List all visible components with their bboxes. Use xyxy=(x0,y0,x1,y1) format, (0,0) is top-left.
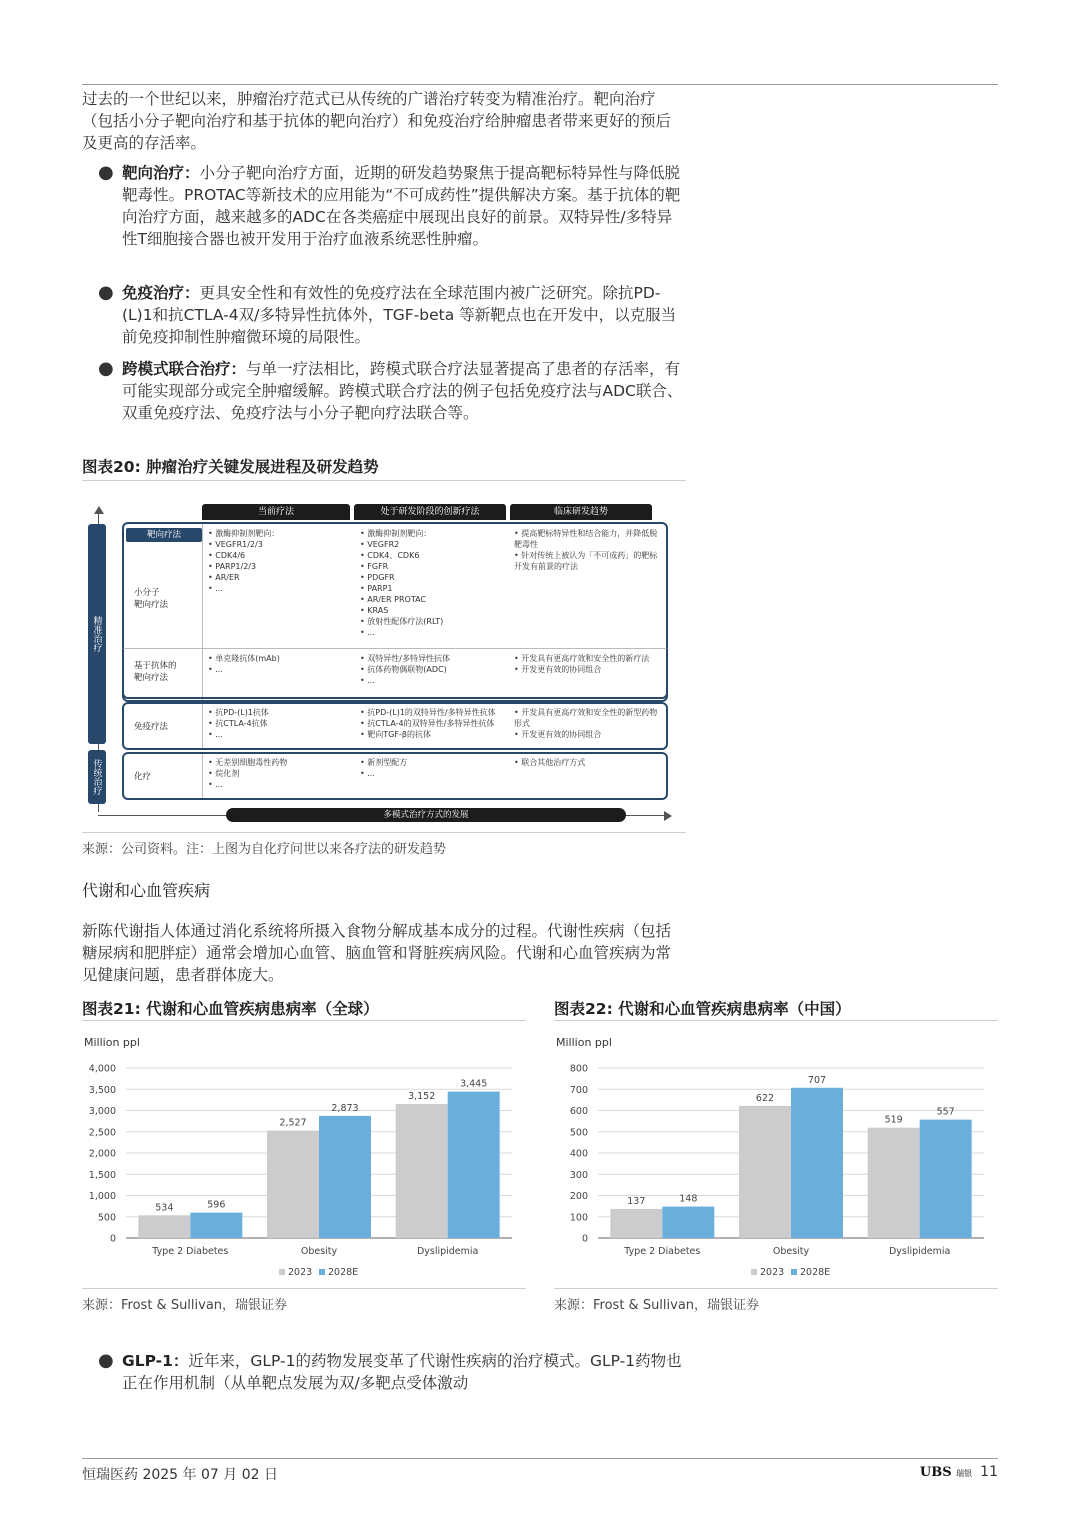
diagram-cell: • 单克隆抗体(mAb) • ... xyxy=(208,654,280,674)
bullet-dot-icon: ● xyxy=(98,358,114,379)
diagram-cell: • 开发具有更高疗效和安全性的新疗法 • 开发更有效的协同组合 xyxy=(514,654,650,674)
legend-swatch xyxy=(791,1269,797,1275)
diagram-header-current: 当前疗法 xyxy=(202,504,350,520)
legend-entry: 2023 xyxy=(760,1267,785,1278)
bar-2028E-type-2-diabetes xyxy=(190,1213,242,1238)
legend-swatch xyxy=(319,1269,325,1275)
diagram-row-label: 免疫疗法 xyxy=(134,722,169,732)
bullet-dot-icon: ● xyxy=(98,1350,114,1371)
diagram-cell: • 抗PD-(L)1的双特异性/多特异性抗体 • 抗CTLA-4的双特异性/多特异性抗体 • 靶向TGF-β的抗体 xyxy=(360,708,496,739)
bar-2028E-obesity xyxy=(319,1116,371,1238)
y-tick-label: 1,500 xyxy=(88,1169,116,1181)
section-paragraph: 新陈代谢指人体通过消化系统将所摄入食物分解成基本成分的过程。代谢性疾病（包括糖尿病和肥胖症）通常会增加心血管、脑血管和肾脏疾病风险。代谢和心血管疾病为常见健康问题，患者群体庞大。 xyxy=(82,922,672,984)
y-axis-label: Million ppl xyxy=(84,1036,140,1049)
data-label: 3,445 xyxy=(460,1078,488,1090)
bar-2023-obesity xyxy=(739,1106,791,1238)
diagram-bottom-label: 多模式治疗方式的发展 xyxy=(226,808,626,822)
x-tick-label: Obesity xyxy=(772,1246,810,1257)
bar-2023-type-2-diabetes xyxy=(138,1215,190,1238)
bullet-dot-icon: ● xyxy=(98,162,114,183)
data-label: 2,873 xyxy=(331,1102,359,1114)
bullet-text: 小分子靶向治疗方面，近期的研发趋势聚焦于提高靶标特异性与降低脱靶毒性。PROTAC等新技术的应用能为“不可成药性”提供解决方案。基于抗体的靶向治疗方面，越来越多的ADC在各类癌症中展现出良好的前景。双特异性/多特异性T细胞接合器也被开发用于治疗血液系统恶性肿瘤。 xyxy=(122,164,681,248)
fig20-title-rule xyxy=(82,480,686,481)
section-heading: 代谢和心血管疾病 xyxy=(82,881,211,900)
fig21-title-rule xyxy=(82,1020,526,1021)
y-tick-label: 700 xyxy=(569,1084,588,1096)
bar-2023-dyslipidemia xyxy=(868,1128,920,1238)
bullet-text: 近年来，GLP-1的药物发展变革了代谢性疾病的治疗模式。GLP-1药物也正在作用机制（从单靶点发展为双/多靶点受体激动 xyxy=(122,1352,682,1392)
diagram-cell: • 无差别细胞毒性药物 • 烷化剂 • ... xyxy=(208,758,288,789)
bar-2023-dyslipidemia xyxy=(396,1104,448,1238)
diagram-row-label: 基于抗体的 靶向疗法 xyxy=(134,661,177,683)
diagram-bar-traditional: 传统治疗 xyxy=(88,750,106,804)
diagram-cell: • 提高靶标特异性和结合能力，并降低脱靶毒性 • 针对传统上被认为「不可成药」的靶标开发有前景的疗法 xyxy=(514,529,658,571)
fig22-source-rule xyxy=(554,1288,998,1289)
bar-2023-obesity xyxy=(267,1131,319,1238)
bullet-immuno xyxy=(98,282,686,348)
y-tick-label: 0 xyxy=(109,1233,116,1245)
y-tick-label: 500 xyxy=(569,1127,588,1139)
diagram-separator xyxy=(202,649,203,697)
y-tick-label: 2,000 xyxy=(88,1148,116,1160)
y-tick-label: 300 xyxy=(569,1169,588,1181)
diagram-row-head: 靶向疗法 xyxy=(126,528,202,542)
footer-right xyxy=(920,1464,998,1480)
data-label: 622 xyxy=(755,1092,775,1104)
data-label: 534 xyxy=(155,1202,174,1214)
ubs-logo-text: UBS xyxy=(919,1464,952,1480)
y-axis-label: Million ppl xyxy=(556,1036,612,1049)
y-tick-label: 600 xyxy=(569,1106,588,1117)
data-label: 519 xyxy=(884,1114,903,1126)
legend-swatch xyxy=(279,1269,285,1275)
bullet-term: 靶向治疗： xyxy=(122,164,200,182)
intro-paragraph: 过去的一个世纪以来，肿瘤治疗范式已从传统的广谱治疗转变为精准治疗。靶向治疗（包括小分子靶向治疗和基于抗体的靶向治疗）和免疫治疗给肿瘤患者带来更好的预后及更高的存活率。 xyxy=(82,90,672,152)
fig22-title: 图表22: 代谢和心血管疾病患病率（中国） xyxy=(554,1000,851,1018)
bullet-glp1 xyxy=(98,1350,686,1394)
diagram-arrow-right-icon xyxy=(664,811,672,821)
bar-2028E-dyslipidemia xyxy=(448,1092,500,1238)
diagram-arrow-up-icon xyxy=(94,506,104,514)
fig21-chart xyxy=(82,1030,526,1286)
legend-swatch xyxy=(751,1269,757,1275)
diagram-row-label: 小分子 靶向疗法 xyxy=(134,588,169,610)
fig20-source-rule xyxy=(82,832,686,833)
ubs-logo-sub: 瑞银 xyxy=(956,1468,973,1478)
header-rule xyxy=(82,84,998,85)
diagram-cell: • 开发具有更高疗效和安全性的新型药物形式 • 开发更有效的协同组合 xyxy=(514,708,658,739)
y-tick-label: 100 xyxy=(569,1212,588,1224)
bar-2028E-type-2-diabetes xyxy=(662,1207,714,1238)
bullet-combo xyxy=(98,358,686,424)
bullet-term: GLP-1： xyxy=(122,1352,189,1370)
fig21-source-rule xyxy=(82,1288,526,1289)
x-tick-label: Type 2 Diabetes xyxy=(152,1246,229,1257)
diagram-cell: • 联合其他治疗方式 xyxy=(514,758,586,767)
data-label: 3,152 xyxy=(408,1091,436,1103)
fig22-title-rule xyxy=(554,1020,998,1021)
x-tick-label: Dyslipidemia xyxy=(416,1246,479,1257)
diagram-header-innovative: 处于研发阶段的创新疗法 xyxy=(354,504,506,520)
bullet-targeted xyxy=(98,162,686,250)
fig20-title: 图表20: 肿瘤治疗关键发展进程及研发趋势 xyxy=(82,458,379,476)
fig22-chart-svg xyxy=(554,1030,998,1286)
y-tick-label: 0 xyxy=(581,1233,588,1245)
diagram-header-trends: 临床研发趋势 xyxy=(510,504,652,520)
fig21-title: 图表21: 代谢和心血管疾病患病率（全球） xyxy=(82,1000,379,1018)
ubs-logo xyxy=(920,1465,972,1480)
data-label: 148 xyxy=(679,1193,698,1205)
diagram-separator xyxy=(202,704,203,748)
fig21-chart-svg xyxy=(82,1030,526,1286)
x-tick-label: Obesity xyxy=(300,1246,338,1257)
diagram-cell: • 双特异性/多特异性抗体 • 抗体药物偶联物(ADC) • ... xyxy=(360,654,450,685)
y-tick-label: 1,000 xyxy=(88,1191,116,1202)
diagram-cell: • 激酶抑制剂靶向： • VEGFR1/2/3 • CDK4/6 • PARP1/2/3 • AR/ER • ... xyxy=(208,529,280,593)
y-tick-label: 500 xyxy=(97,1212,116,1224)
bar-2023-type-2-diabetes xyxy=(610,1209,662,1238)
fig22-source: 来源：Frost & Sullivan，瑞银证券 xyxy=(554,1298,760,1313)
diagram-separator xyxy=(202,754,203,798)
diagram-cell: • 抗PD-(L)1抗体 • 抗CTLA-4抗体 • ... xyxy=(208,708,269,739)
legend-entry: 2028E xyxy=(800,1267,831,1278)
footer-rule xyxy=(82,1458,998,1459)
data-label: 137 xyxy=(627,1195,646,1207)
bullet-dot-icon: ● xyxy=(98,282,114,303)
data-label: 557 xyxy=(936,1106,955,1118)
legend-entry: 2023 xyxy=(288,1267,313,1278)
diagram-bar-precision: 精准治疗 xyxy=(88,524,106,744)
y-tick-label: 3,500 xyxy=(88,1084,116,1096)
bar-2028E-dyslipidemia xyxy=(920,1120,972,1238)
diagram-row-antibody xyxy=(122,648,668,699)
fig20-diagram xyxy=(86,502,686,832)
y-tick-label: 800 xyxy=(569,1063,588,1075)
bullet-text: 与单一疗法相比，跨模式联合疗法显著提高了患者的存活率，有可能实现部分或完全肿瘤缓解。跨模式联合疗法的例子包括免疫疗法与ADC联合、双重免疫疗法、免疫疗法与小分子靶向疗法联合等。 xyxy=(122,360,683,422)
diagram-row-immuno xyxy=(122,702,668,750)
x-tick-label: Dyslipidemia xyxy=(888,1246,951,1257)
diagram-row-chemo xyxy=(122,752,668,800)
diagram-cell: • 激酶抑制剂靶向： • VEGFR2 • CDK4、CDK6 • FGFR • PDGFR • PARP1 • AR/ER PROTAC • KRAS • 放射性配体疗法(RLT) • ... xyxy=(360,529,444,637)
legend-entry: 2028E xyxy=(328,1267,359,1278)
diagram-cell: • 新剂型配方 • ... xyxy=(360,758,408,778)
diagram-row-label: 化疗 xyxy=(134,772,152,782)
data-label: 596 xyxy=(207,1199,226,1211)
bullet-text: 更具安全性和有效性的免疫疗法在全球范围内被广泛研究。除抗PD-(L)1和抗CTLA-4双/多特异性抗体外，TGF-beta 等新靶点也在开发中，以克服当前免疫抑制性肿瘤微环境的局限性。 xyxy=(122,284,677,346)
x-tick-label: Type 2 Diabetes xyxy=(624,1246,701,1257)
bar-2028E-obesity xyxy=(791,1088,843,1238)
footer-date: 恒瑞医药 2025 年 07 月 02 日 xyxy=(82,1467,278,1483)
data-label: 2,527 xyxy=(279,1117,307,1129)
bullet-term: 跨模式联合治疗： xyxy=(122,360,247,378)
y-tick-label: 2,500 xyxy=(88,1127,116,1139)
bullet-term: 免疫治疗： xyxy=(122,284,200,302)
y-tick-label: 4,000 xyxy=(88,1063,116,1075)
fig20-source: 来源：公司资料。注：上图为自化疗问世以来各疗法的研发趋势 xyxy=(82,842,447,857)
y-tick-label: 200 xyxy=(569,1191,588,1202)
data-label: 707 xyxy=(807,1074,827,1086)
page-number: 11 xyxy=(980,1464,998,1480)
fig22-chart xyxy=(554,1030,998,1286)
y-tick-label: 3,000 xyxy=(88,1106,116,1117)
y-tick-label: 400 xyxy=(569,1148,588,1160)
fig21-source: 来源：Frost & Sullivan，瑞银证券 xyxy=(82,1298,288,1313)
